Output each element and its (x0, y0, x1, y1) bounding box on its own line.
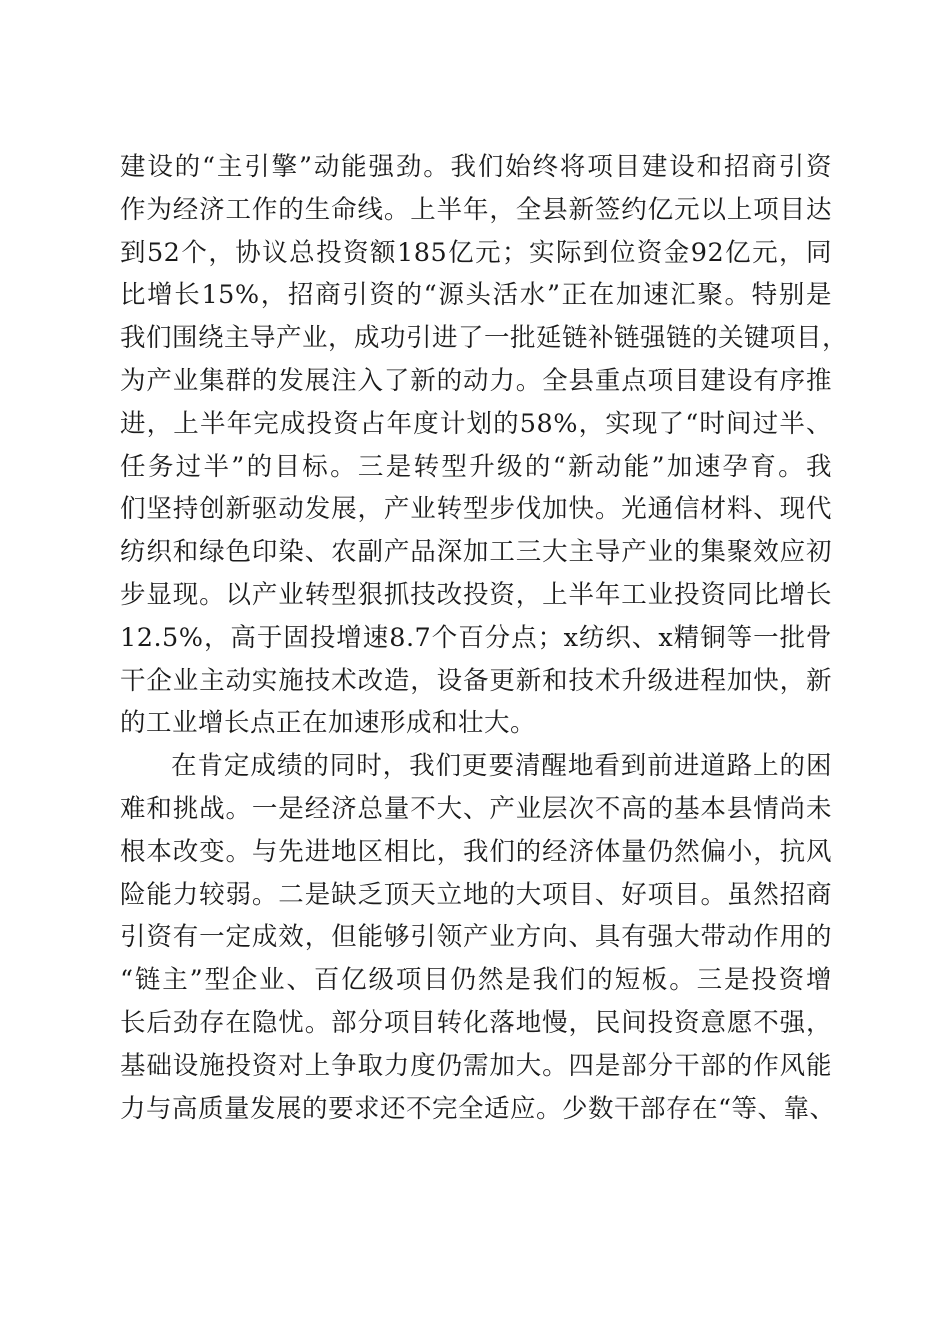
text-line: 引资有一定成效，但能够引领产业方向、具有强大带动作用的 (120, 922, 832, 953)
text-line: 难和挑战。一是经济总量不大、产业层次不高的基本县情尚未 (120, 793, 832, 824)
paragraph-2 (120, 745, 836, 1130)
text-line: 比增长15%，招商引资的“源头活水”正在加速汇聚。特别是 (120, 280, 832, 311)
text-line: 根本改变。与先进地区相比，我们的经济体量仍然偏小，抗风 (120, 836, 832, 867)
text-line: 步显现。以产业转型狠抓技改投资，上半年工业投资同比增长 (120, 579, 832, 610)
text-line: 们坚持创新驱动发展，产业转型步伐加快。光通信材料、现代 (120, 494, 832, 525)
text-line: 进，上半年完成投资占年度计划的58%，实现了“时间过半、 (120, 408, 832, 439)
text-line: 任务过半”的目标。三是转型升级的“新动能”加速孕育。我 (120, 451, 832, 482)
text-line: “链主”型企业、百亿级项目仍然是我们的短板。三是投资增 (120, 965, 832, 996)
text-line: 在肯定成绩的同时，我们更要清醒地看到前进道路上的困 (171, 751, 832, 782)
text-line: 到52个，协议总投资额185亿元；实际到位资金92亿元，同 (120, 237, 832, 268)
text-line: 干企业主动实施技术改造，设备更新和技术升级进程加快，新 (120, 665, 832, 696)
text-line: 建设的“主引擎”动能强劲。我们始终将项目建设和招商引资 (120, 152, 832, 182)
text-line: 纺织和绿色印染、农副产品深加工三大主导产业的集聚效应初 (120, 537, 832, 568)
text-line: 长后劲存在隐忧。部分项目转化落地慢，民间投资意愿不强， (120, 1007, 832, 1038)
paragraph-1 (120, 146, 849, 745)
text-line: 我们围绕主导产业，成功引进了一批延链补链强链的关键项目， (120, 323, 849, 354)
text-line: 作为经济工作的生命线。上半年，全县新签约亿元以上项目达 (120, 194, 832, 225)
text-line: 为产业集群的发展注入了新的动力。全县重点项目建设有序推 (120, 365, 832, 396)
text-line: 12.5%，高于固投增速8.7个百分点；x纺织、x精铜等一批骨 (120, 622, 832, 653)
body-text (120, 146, 849, 1130)
text-line: 力与高质量发展的要求还不完全适应。少数干部存在“等、靠、 (120, 1093, 836, 1124)
text-line: 险能力较弱。二是缺乏顶天立地的大项目、好项目。虽然招商 (120, 879, 832, 910)
text-line: 的工业增长点正在加速形成和壮大。 (120, 708, 537, 739)
text-line: 基础设施投资对上争取力度仍需加大。四是部分干部的作风能 (120, 1050, 832, 1081)
